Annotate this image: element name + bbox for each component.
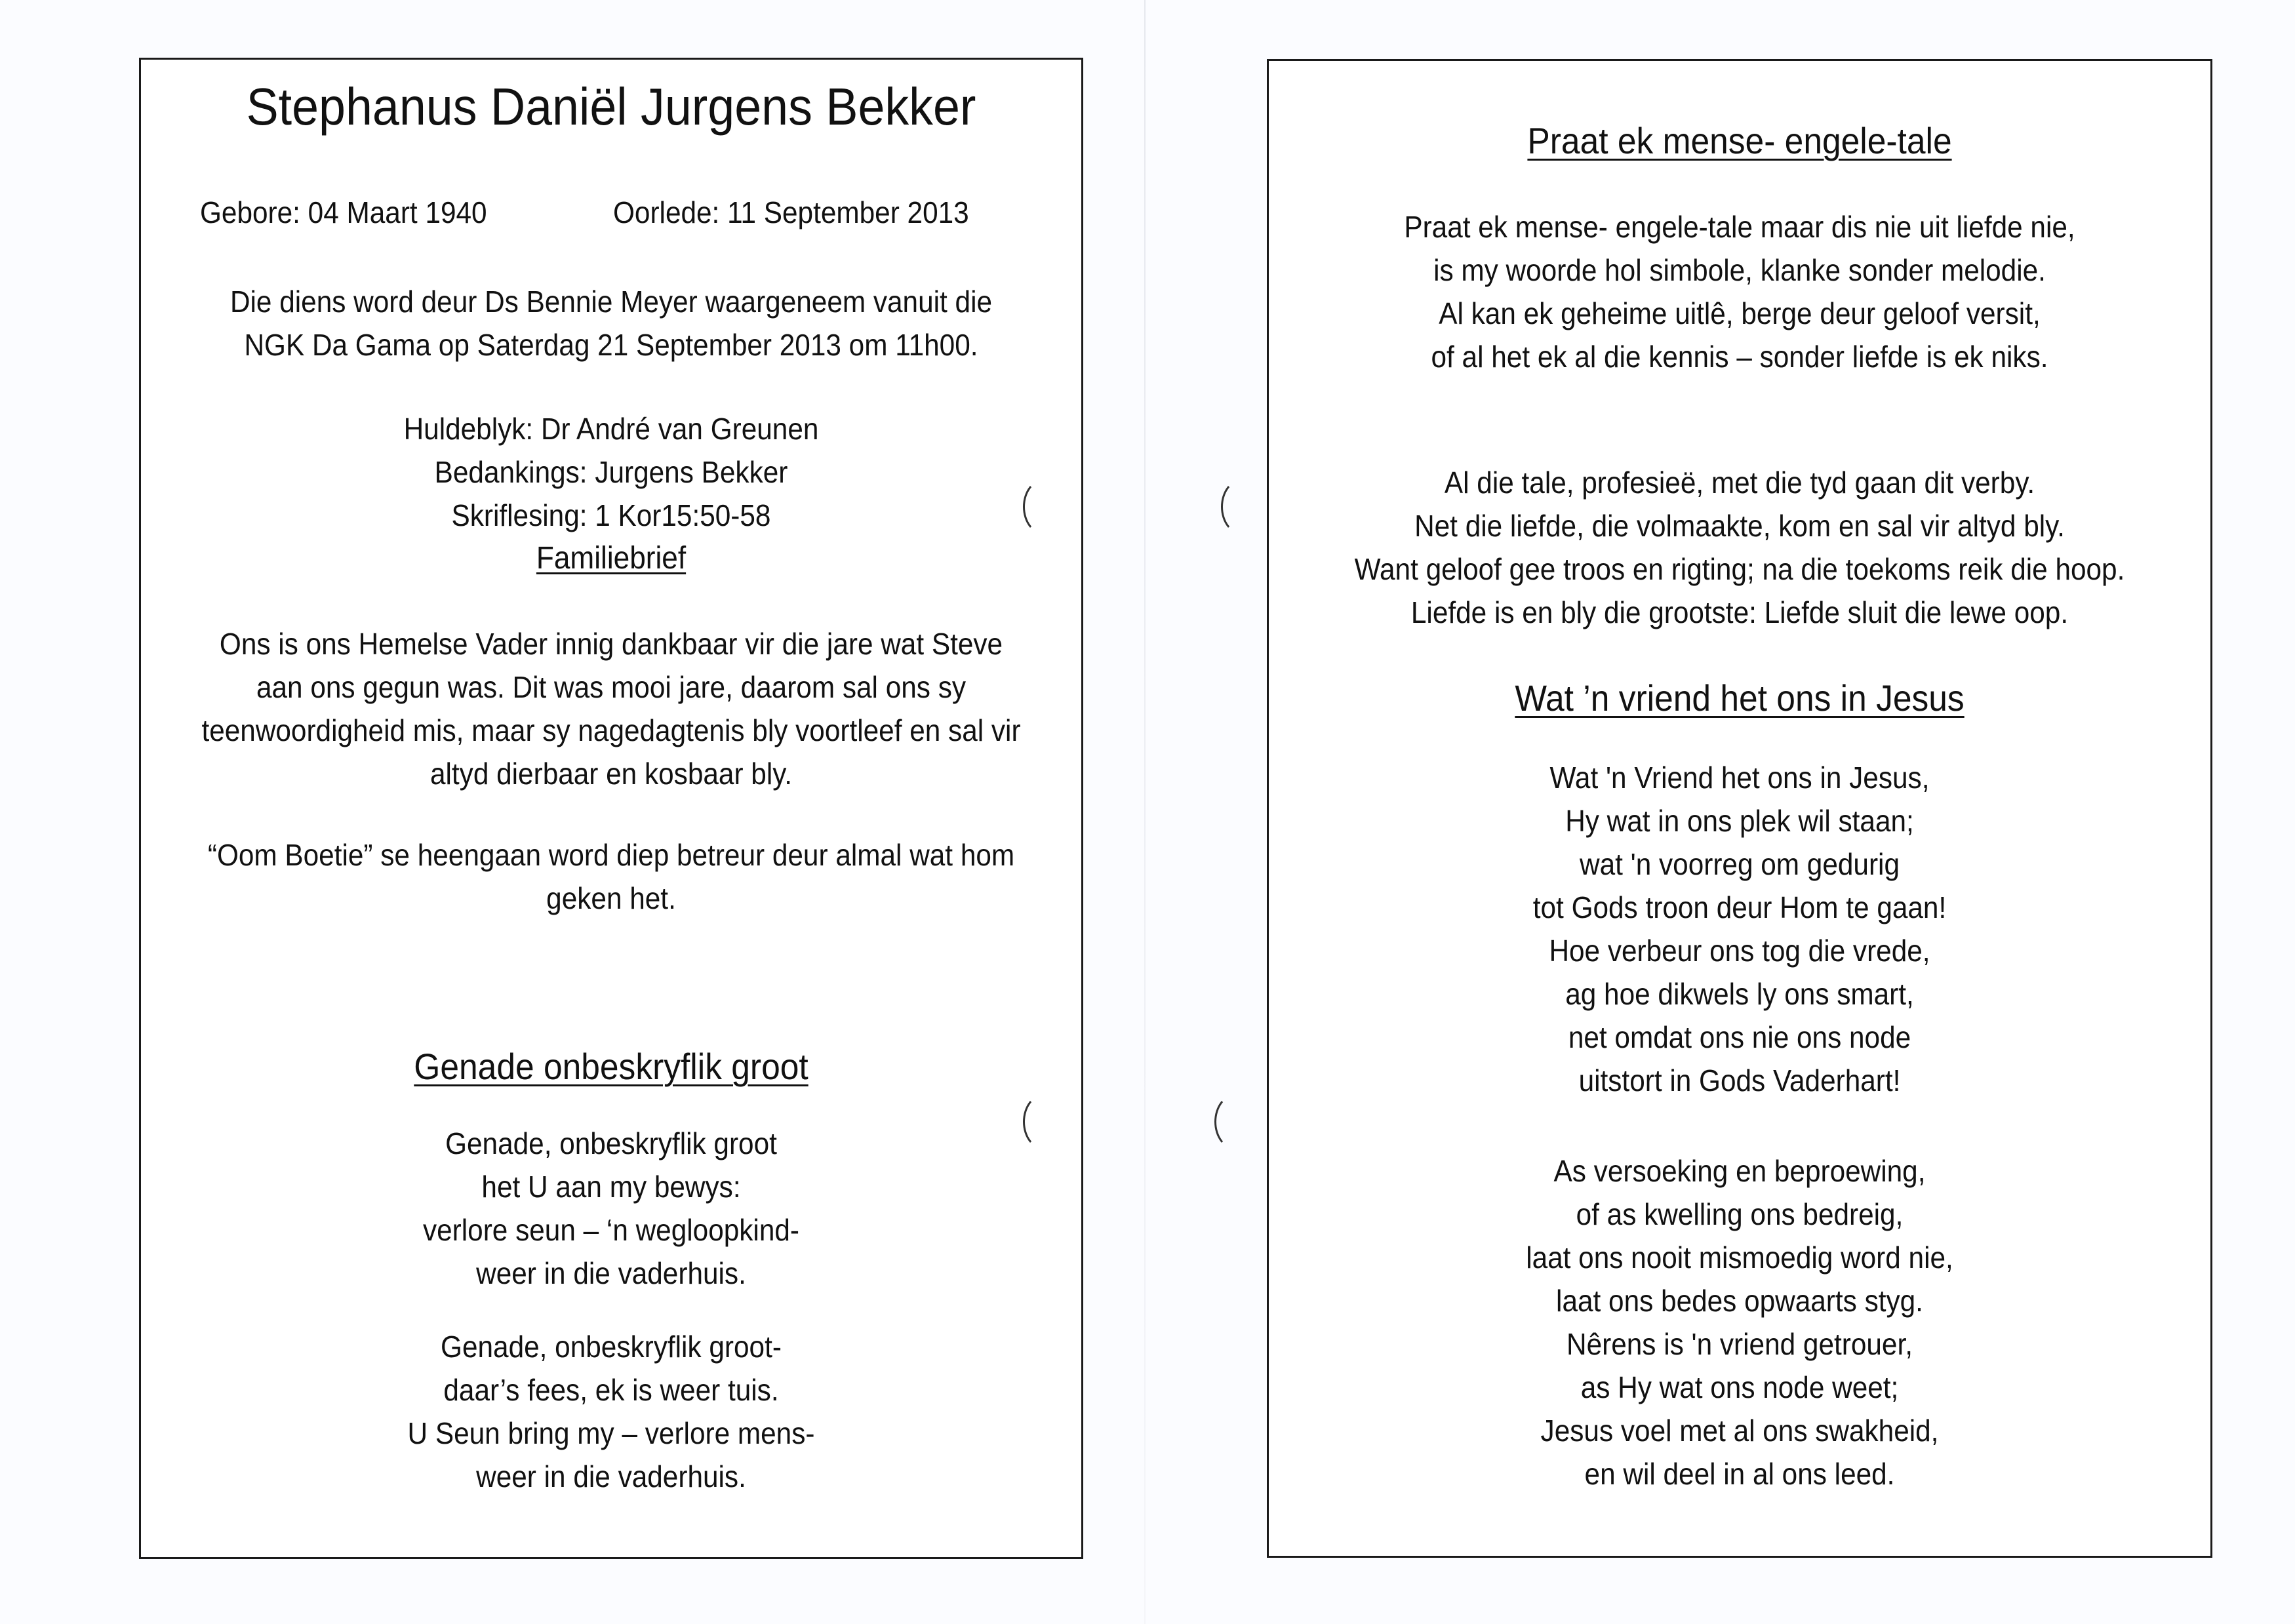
punch-hole-mark	[1023, 1094, 1066, 1150]
page-fold	[1144, 0, 1146, 1624]
note-line: geken het.	[546, 881, 676, 915]
verse-line: tot Gods troon deur Hom te gaan!	[1532, 890, 1947, 924]
family-letter-line: altyd dierbaar en kosbaar bly.	[429, 757, 793, 791]
born-line	[200, 191, 562, 234]
service-line: NGK Da Gama op Saterdag 21 September 2013 om 11h00.	[244, 328, 978, 362]
deceased-name: Stephanus Daniël Jurgens Bekker	[246, 77, 976, 136]
verse-line: verlore seun – ‘n wegloopkind-	[422, 1213, 799, 1247]
died-label: Oorlede:	[613, 195, 720, 229]
verse-line: weer in die vaderhuis.	[476, 1256, 746, 1290]
program-list	[178, 407, 1043, 580]
service-info	[178, 280, 1043, 366]
punch-hole-mark	[1023, 479, 1066, 535]
hymn2-verse2	[1306, 461, 2172, 634]
verse-line: Genade, onbeskryflik groot-	[441, 1330, 782, 1364]
verse-line: Nêrens is 'n vriend getrouer,	[1567, 1327, 1913, 1361]
hymn1-verse1	[178, 1122, 1043, 1295]
verse-line: as Hy wat ons node weet;	[1580, 1370, 1899, 1404]
verse-line: ag hoe dikwels ly ons smart,	[1565, 977, 1914, 1011]
verse-line: en wil deel in al ons leed.	[1584, 1457, 1895, 1491]
verse-line: As versoeking en beproewing,	[1553, 1154, 1926, 1188]
family-letter-line: aan ons gegun was. Dit was mooi jare, daarom sal ons sy	[256, 670, 967, 704]
hymn1-verse2	[178, 1325, 1043, 1498]
died-line	[613, 191, 1024, 234]
verse-line: daar’s fees, ek is weer tuis.	[443, 1373, 779, 1407]
verse-line: laat ons nooit mismoedig word nie,	[1526, 1240, 1953, 1275]
hymn2-title: Praat ek mense- engele-tale	[1527, 120, 1952, 161]
note-line: “Oom Boetie” se heengaan word diep betreur deur almal wat hom	[207, 838, 1015, 872]
verse-line: laat ons bedes opwaarts styg.	[1556, 1284, 1923, 1318]
family-letter	[178, 622, 1043, 795]
punch-hole-mark	[1214, 1094, 1258, 1150]
verse-line: wat 'n voorreg om gedurig	[1580, 847, 1900, 881]
right-page	[1267, 59, 2212, 1558]
left-page	[139, 58, 1083, 1559]
verse-line: Jesus voel met al ons swakheid,	[1540, 1414, 1939, 1448]
service-line: Die diens word deur Ds Bennie Meyer waargeneem vanuit die	[230, 285, 993, 319]
verse-line: Al die tale, profesieë, met die tyd gaan dit verby.	[1444, 465, 2035, 500]
verse-line: Hy wat in ons plek wil staan;	[1565, 804, 1914, 838]
verse-line: Al kan ek geheime uitlê, berge deur geloof versit,	[1439, 296, 2041, 330]
family-letter-line: Ons is ons Hemelse Vader innig dankbaar vir die jare wat Steve	[219, 627, 1003, 661]
program-item: Huldeblyk: Dr André van Greunen	[403, 412, 819, 446]
verse-line: Net die liefde, die volmaakte, kom en sal vir altyd bly.	[1414, 509, 2065, 543]
hymn2-verse1	[1306, 205, 2172, 378]
program-item: Skriflesing: 1 Kor15:50-58	[451, 498, 771, 532]
verse-line: weer in die vaderhuis.	[476, 1459, 746, 1494]
verse-line: U Seun bring my – verlore mens-	[407, 1416, 815, 1450]
verse-line: is my woorde hol simbole, klanke sonder melodie.	[1433, 253, 2046, 287]
hymn1-title: Genade onbeskryflik groot	[414, 1046, 808, 1087]
verse-line: uitstort in Gods Vaderhart!	[1578, 1063, 1901, 1098]
oom-boetie-note	[178, 833, 1043, 920]
punch-hole-mark	[1221, 479, 1264, 535]
died-date: 11 September 2013	[727, 195, 969, 229]
verse-line: Praat ek mense- engele-tale maar dis nie uit liefde nie,	[1404, 210, 2075, 244]
verse-line: Want geloof gee troos en rigting; na die toekoms reik die hoop.	[1354, 552, 2125, 586]
family-letter-line: teenwoordigheid mis, maar sy nagedagtenis bly voortleef en sal vir	[201, 713, 1021, 747]
verse-line: Hoe verbeur ons tog die vrede,	[1549, 934, 1930, 968]
verse-line: Liefde is en bly die grootste: Liefde sluit die lewe oop.	[1410, 595, 2069, 629]
verse-line: Wat 'n Vriend het ons in Jesus,	[1549, 761, 1930, 795]
verse-line: het U aan my bewys:	[481, 1170, 741, 1204]
hymn3-verse2	[1306, 1149, 2172, 1495]
verse-line: of as kwelling ons bedreig,	[1576, 1197, 1904, 1231]
verse-line: net omdat ons nie ons node	[1568, 1020, 1911, 1054]
born-date: 04 Maart 1940	[308, 195, 487, 229]
family-letter-heading: Familiebrief	[536, 541, 687, 576]
hymn3-verse1	[1306, 756, 2172, 1102]
verse-line: Genade, onbeskryflik groot	[445, 1126, 777, 1160]
verse-line: of al het ek al die kennis – sonder liefde is ek niks.	[1431, 340, 2048, 374]
program-item: Bedankings: Jurgens Bekker	[434, 455, 788, 489]
hymn3-title: Wat ’n vriend het ons in Jesus	[1515, 677, 1965, 719]
born-label: Gebore:	[200, 195, 300, 229]
